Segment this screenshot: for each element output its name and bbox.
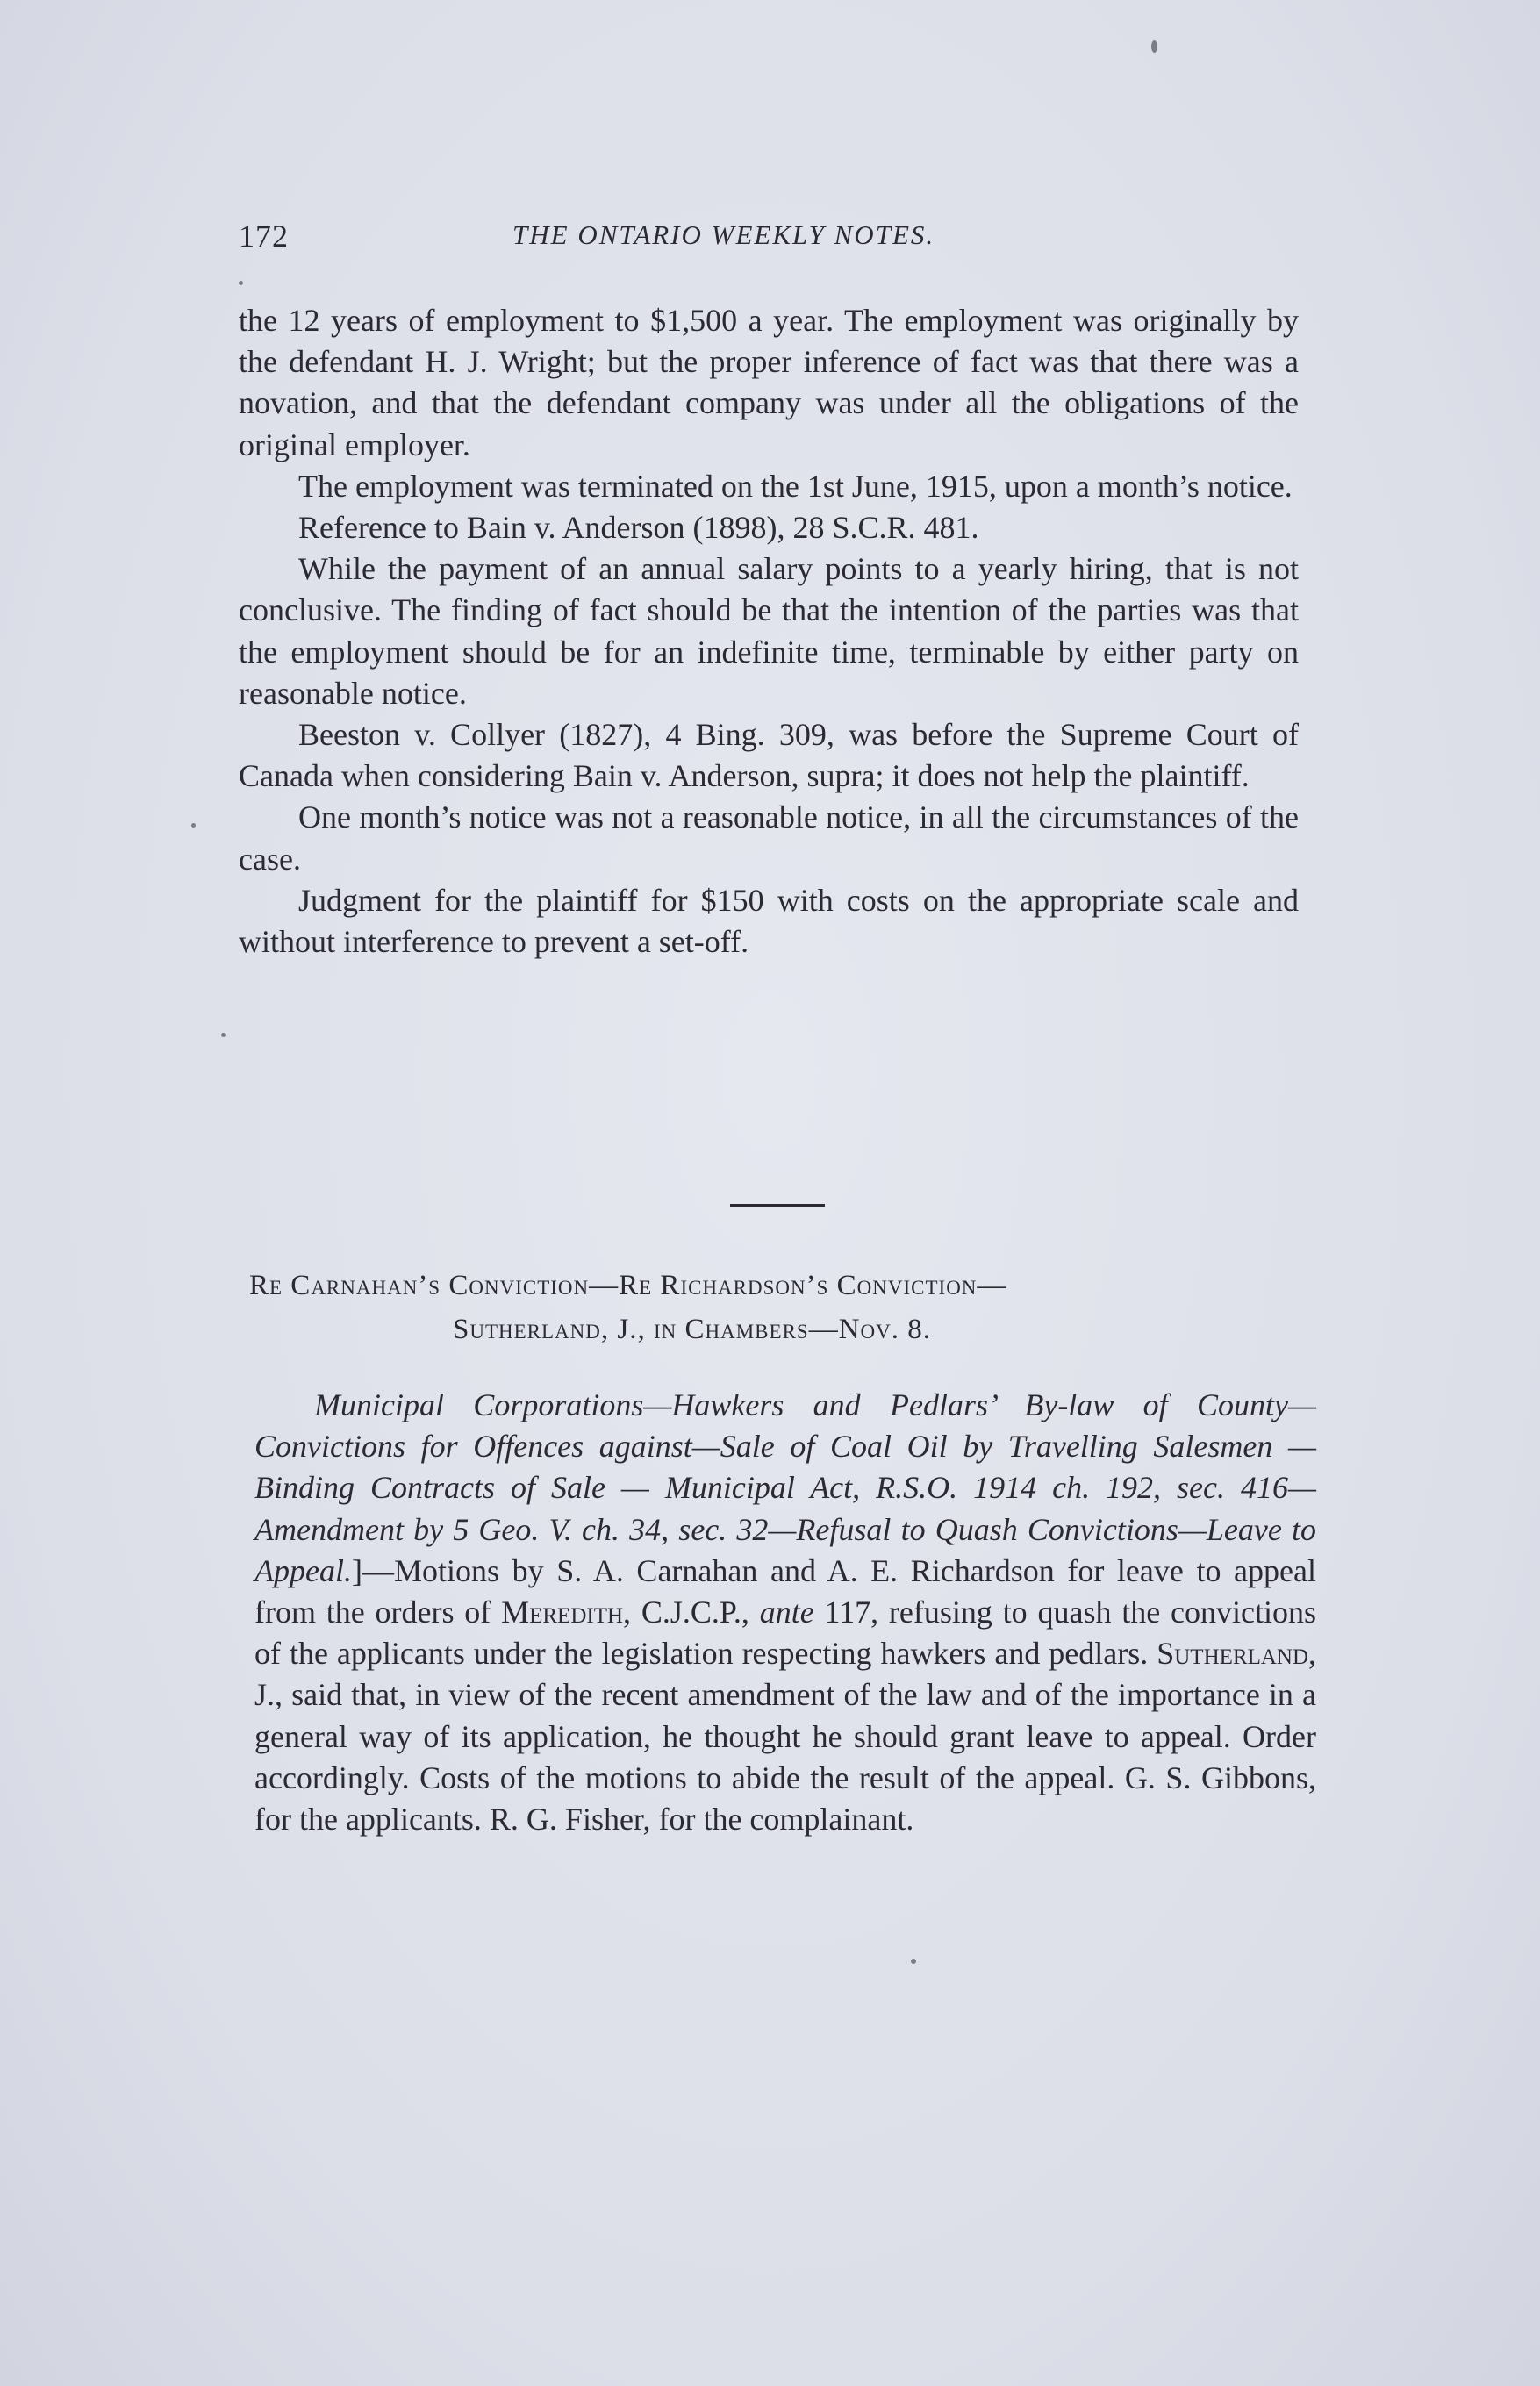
page-number: 172 [239, 219, 289, 254]
paragraph: While the payment of an annual salary points to a yearly hiring, that is not conclusive. The finding of fact should be that the intention of the parties was that the employment should be for an indefinite time, terminable by either party on reasonable notice. [239, 551, 1299, 711]
case-title: Re Carnahan’s Conviction—Re Richardson’s Conviction— [249, 1270, 1007, 1301]
judge-name: Meredith [501, 1594, 624, 1630]
paragraph: One month’s notice was not a reasonable notice, in all the circumstances of the case. [239, 799, 1299, 877]
case-court-date: Sutherland, J., in Chambers—Nov. 8. [453, 1314, 932, 1345]
paragraph: Reference to Bain v. Anderson (1898), 28 S.C.R. 481. [298, 510, 979, 546]
ink-speck [221, 1033, 226, 1037]
headnote-text: 117, refusing to quash the convictions of the applicants under the legislation respecting hawkers and pedlars. [254, 1594, 1316, 1672]
journal-title: THE ONTARIO WEEKLY NOTES. [512, 219, 935, 250]
section-divider [730, 1204, 825, 1207]
headnote-catchwords: Municipal Corporations—Hawkers and Pedlars’ By-law of County—Convictions for Offences against—Sale of Coal Oil by Travelling Salesmen — Binding Contracts of Sale — Municipal Act, R.S.O. 1914 ch. 192, sec. 416—Amendment by 5 Geo. V. ch. 34, sec. 32—Refusal to Quash Convictions—Leave to Appeal. [254, 1387, 1316, 1588]
headnote-text: , C.J.C.P., [623, 1594, 760, 1630]
paragraph: Beeston v. Collyer (1827), 4 Bing. 309, was before the Supreme Court of Canada when considering Bain v. Anderson, supra; it does not help the plaintiff. [239, 717, 1299, 794]
ink-speck [239, 281, 243, 285]
ante-reference: ante [759, 1594, 814, 1630]
paragraph: The employment was terminated on the 1st June, 1915, upon a month’s notice. [298, 468, 1293, 504]
ink-speck [191, 823, 196, 828]
ink-speck [911, 1959, 916, 1964]
paragraph: the 12 years of employment to $1,500 a year. The employment was originally by the defendant H. J. Wright; but the proper inference of fact was that there was a novation, and that the defendant company was under all the obligations of the original employer. [239, 303, 1299, 462]
running-head [239, 218, 1318, 262]
headnote-text: ]—Motions by S. A. Carnahan and A. E. Richardson for leave to appeal from the orders of [254, 1552, 1316, 1630]
case-headnote [254, 1385, 1316, 1840]
headnote-text: , J., said that, in view of the recent amendment of the law and of the importance in a general way of its application, he thought he should grant leave to appeal. Order accordingly. Costs of the motions to abide the result of the appeal. G. S. Gibbons, for the applicants. R. G. Fisher, for the complainant. [254, 1636, 1316, 1838]
ink-speck [1151, 40, 1157, 53]
case-heading [249, 1264, 1302, 1351]
judgment-text [239, 300, 1299, 963]
paragraph: Judgment for the plaintiff for $150 with costs on the appropriate scale and without interference to prevent a set-off. [239, 882, 1299, 960]
judge-name: Sutherland [1157, 1636, 1308, 1672]
headnote-paragraph [254, 1385, 1316, 1840]
